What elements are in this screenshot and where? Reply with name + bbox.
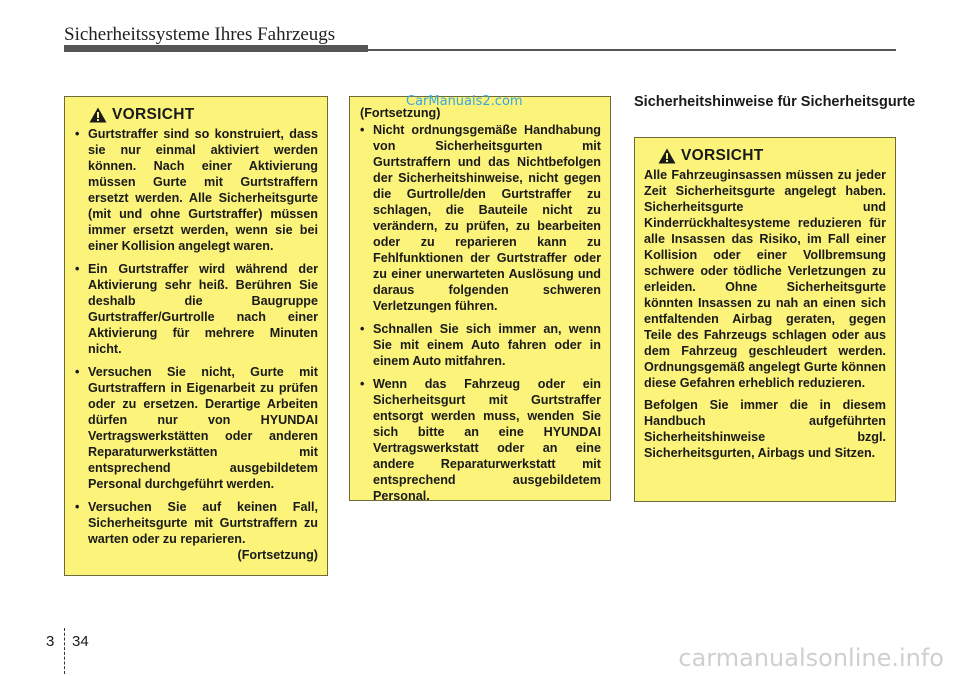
page-section-number: 3 bbox=[46, 633, 55, 650]
page-header-title: Sicherheitssysteme Ihres Fahrzeugs bbox=[64, 24, 336, 45]
caution-header bbox=[75, 107, 318, 123]
list-item: • Versuchen Sie auf keinen Fall, Sicherheitsgurte mit Gurtstraffern zu warten oder zu reparieren. bbox=[75, 499, 318, 547]
page-number-divider bbox=[64, 628, 65, 674]
warning-icon bbox=[89, 107, 107, 123]
list-item: • Gurtstraffer sind so konstruiert, dass sie nur einmal aktiviert werden können. Nach einer Aktivierung müssen Gurte mit Gurtstraffern ersetzt werden. Alle Sicherheitsgurte (mit und ohne Gurtstraffer) müssen immer ersetzt werden, wenn sie bei einer Kollision angelegt waren. bbox=[75, 126, 318, 254]
list-item: • Wenn das Fahrzeug oder ein Sicherheitsgurt mit Gurtstraffer entsorgt werden muss, wenden Sie sich bitte an eine HYUNDAI Vertragswerkstatt oder an eine andere Reparaturwerkstatt mit entsprechend ausgebildetem Personal. bbox=[360, 376, 601, 504]
list-item: • Ein Gurtstraffer wird während der Aktivierung sehr heiß. Berühren Sie deshalb die Baugruppe Gurtstraffer/Gurtrolle nach einer Aktivierung für mehrere Minuten nicht. bbox=[75, 261, 318, 357]
continued-note: (Fortsetzung) bbox=[237, 548, 318, 562]
header-rule-thick bbox=[64, 45, 368, 52]
watermark-link[interactable]: CarManuals2.com bbox=[406, 94, 523, 109]
list-item: • Versuchen Sie nicht, Gurte mit Gurtstraffern in Eigenarbeit zu prüfen oder zu ersetzen. Derartige Arbeiten dürfen nur von HYUNDAI Vertragswerkstätten oder anderen Reparaturwerkstätten mit entsprechend ausgebildetem Personal durchgeführt werden. bbox=[75, 364, 318, 492]
caution-list bbox=[75, 126, 318, 547]
caution-box-sicherheitsgurte bbox=[634, 137, 896, 502]
header-rule-thin bbox=[368, 49, 896, 51]
warning-icon bbox=[658, 148, 676, 164]
page-number: 34 bbox=[72, 633, 89, 650]
caution-box-continued bbox=[349, 96, 611, 501]
continued-note: (Fortsetzung) bbox=[360, 106, 441, 120]
caution-header bbox=[644, 148, 886, 164]
footer-watermark: carmanualsonline.info bbox=[678, 644, 944, 672]
list-item: • Schnallen Sie sich immer an, wenn Sie mit einem Auto fahren oder in einem Auto mitfahren. bbox=[360, 321, 601, 369]
caution-paragraph: Befolgen Sie immer die in diesem Handbuch aufgeführten Sicherheitshinweise bzgl. Sicherheitsgurten, Airbags und Sitzen. bbox=[644, 398, 886, 460]
caution-paragraph: Alle Fahrzeuginsassen müssen zu jeder Zeit Sicherheitsgurte angelegt haben. Sicherheitsgurte und Kinderrückhaltesysteme reduzieren für alle Insassen das Risiko, im Fall einer Kollision oder einer Vollbremsung schwere oder tödliche Verletzungen zu erleiden. Ohne Sicherheitsgurte könnten Insassen zu nah an einen sich entfaltenden Airbag geraten, gegen Teile des Fahrzeugs schlagen oder aus dem Fahrzeug geschleudert werden. Ordnungsgemäß angelegt Gurte können diese Gefahren erheblich reduzieren. bbox=[644, 168, 886, 390]
list-item: • Nicht ordnungsgemäße Handhabung von Sicherheitsgurten mit Gurtstraffern und das Nichtbefolgen der Sicherheitshinweise, nicht gegen die Gurtrolle/den Gurtstraffer zu schlagen, die Bauteile nicht zu verändern, zu prüfen, zu bearbeiten oder zu reparieren kann zu Fehlfunktionen der Gurtstraffer oder zu einer unerwarteten Auslösung und daraus folgenden schweren Verletzungen führen. bbox=[360, 122, 601, 314]
section-heading: Sicherheitshinweise für Sicherheitsgurte bbox=[634, 94, 916, 110]
caution-title: VORSICHT bbox=[112, 106, 195, 123]
caution-list bbox=[360, 122, 601, 504]
caution-box-gurtstraffer bbox=[64, 96, 328, 576]
caution-title: VORSICHT bbox=[681, 147, 764, 164]
